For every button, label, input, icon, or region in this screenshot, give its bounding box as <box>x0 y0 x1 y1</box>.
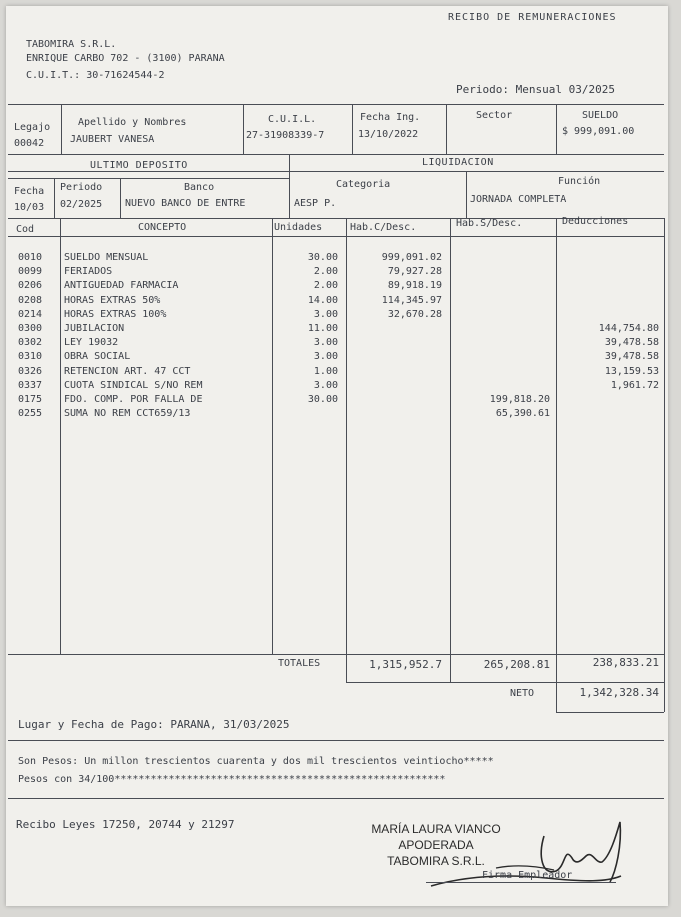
deposit-banco: NUEVO BANCO DE ENTRE <box>125 198 246 209</box>
row-unidades: 30.00 <box>307 394 338 405</box>
deposit-periodo: 02/2025 <box>60 199 103 210</box>
row-hab-c: 32,670.28 <box>387 308 442 320</box>
lugar-fecha-pago: Lugar y Fecha de Pago: PARANA, 31/03/2025 <box>18 718 290 731</box>
deposit-fecha-label: Fecha <box>14 186 45 197</box>
legajo-label: Legajo <box>14 122 51 133</box>
row-deducciones: 13,159.53 <box>604 365 659 377</box>
row-unidades: 1.00 <box>313 365 338 377</box>
row-concepto: FERIADOS <box>64 266 113 278</box>
totals-deducciones: 238,833.21 <box>592 656 659 669</box>
row-concepto: CUOTA SINDICAL S/NO REM <box>64 379 203 391</box>
doc-title: RECIBO DE REMUNERACIONES <box>448 12 617 23</box>
deposit-banco-label: Banco <box>184 182 215 193</box>
row-unidades: 3.00 <box>313 351 338 363</box>
categoria-value: AESP P. <box>294 198 337 209</box>
row-hab-s: 199,818.20 <box>489 394 550 405</box>
row-cod: 0099 <box>18 266 43 278</box>
fecha-ing-value: 13/10/2022 <box>358 129 419 140</box>
row-hab-c: 79,927.28 <box>387 266 442 278</box>
row-unidades: 30.00 <box>307 252 338 263</box>
stamp-company: TABOMIRA S.R.L. <box>387 854 485 868</box>
row-concepto: JUBILACION <box>64 323 125 334</box>
col-cod: Cod <box>16 224 35 235</box>
row-unidades: 3.00 <box>313 379 338 391</box>
son-pesos-line2: Pesos con 34/100******************************************************* <box>18 774 446 785</box>
row-cod: 0337 <box>18 379 43 391</box>
deposit-title: ULTIMO DEPOSITO <box>90 160 188 171</box>
row-unidades: 3.00 <box>313 308 338 320</box>
sueldo-label: SUELDO <box>582 110 619 121</box>
row-concepto: HORAS EXTRAS 100% <box>64 308 167 320</box>
row-cod: 0302 <box>18 337 43 349</box>
row-concepto: LEY 19032 <box>64 337 119 349</box>
row-concepto: ANTIGÜEDAD FARMACIA <box>64 280 179 292</box>
neto-label: NETO <box>510 688 535 699</box>
row-deducciones: 144,754.80 <box>598 323 659 334</box>
payslip-paper <box>6 6 668 906</box>
col-concepto: CONCEPTO <box>138 222 187 233</box>
col-hab-s: Hab.S/Desc. <box>456 218 523 229</box>
row-unidades: 2.00 <box>313 280 338 292</box>
period: Periodo: Mensual 03/2025 <box>456 83 615 96</box>
row-deducciones: 39,478.58 <box>604 351 659 363</box>
recibo-leyes: Recibo Leyes 17250, 20744 y 21297 <box>16 818 235 831</box>
cuil-label: C.U.I.L. <box>268 114 317 125</box>
col-unidades: Unidades <box>274 222 323 233</box>
totals-label: TOTALES <box>278 658 321 669</box>
totals-hab-s: 265,208.81 <box>483 658 550 671</box>
deposit-periodo-label: Periodo <box>60 182 103 193</box>
stamp-name: MARÍA LAURA VIANCO <box>371 822 501 836</box>
row-concepto: SUMA NO REM CCT659/13 <box>64 408 191 420</box>
row-unidades: 2.00 <box>313 266 338 278</box>
sector-label: Sector <box>476 110 513 121</box>
employer-address: ENRIQUE CARBO 702 - (3100) PARANA <box>26 53 225 64</box>
row-cod: 0255 <box>18 408 43 420</box>
row-cod: 0300 <box>18 323 43 334</box>
categoria-label: Categoria <box>336 179 391 190</box>
employee-name: JAUBERT VANESA <box>70 134 155 145</box>
row-cod: 0326 <box>18 365 43 377</box>
legajo-value: 00042 <box>14 138 45 149</box>
row-cod: 0214 <box>18 308 43 320</box>
row-cod: 0310 <box>18 351 43 363</box>
sueldo-value: $ 999,091.00 <box>562 126 635 137</box>
row-unidades: 14.00 <box>307 294 338 306</box>
row-hab-c: 89,918.19 <box>387 280 442 292</box>
row-unidades: 11.00 <box>307 323 338 334</box>
neto-value: 1,342,328.34 <box>579 686 659 699</box>
row-cod: 0208 <box>18 294 43 306</box>
name-label: Apellido y Nombres <box>78 117 187 128</box>
row-concepto: OBRA SOCIAL <box>64 351 131 363</box>
firma-empleador-label: Firma Empleador <box>482 870 573 881</box>
row-cod: 0010 <box>18 252 43 263</box>
cuil-value: 27-31908339-7 <box>246 130 325 141</box>
funcion-value: JORNADA COMPLETA <box>470 194 567 205</box>
fecha-ing-label: Fecha Ing. <box>360 112 421 123</box>
stamp-role: APODERADA <box>398 838 474 852</box>
col-hab-c: Hab.C/Desc. <box>350 222 417 233</box>
row-cod: 0175 <box>18 394 43 405</box>
row-hab-c: 999,091.02 <box>381 252 442 263</box>
funcion-label: Función <box>558 176 601 187</box>
row-hab-s: 65,390.61 <box>495 408 550 420</box>
row-concepto: RETENCION ART. 47 CCT <box>64 365 191 377</box>
row-deducciones: 39,478.58 <box>604 337 659 349</box>
deposit-fecha: 10/03 <box>14 202 45 213</box>
signature-scribble-icon <box>426 816 626 896</box>
row-concepto: SUELDO MENSUAL <box>64 252 149 263</box>
row-cod: 0206 <box>18 280 43 292</box>
son-pesos-line1: Son Pesos: Un millon trescientos cuarenta y dos mil trescientos veintiocho***** <box>18 756 494 767</box>
row-hab-c: 114,345.97 <box>381 294 442 306</box>
col-deducciones: Deducciones <box>562 216 629 227</box>
row-concepto: HORAS EXTRAS 50% <box>64 294 161 306</box>
row-deducciones: 1,961.72 <box>610 379 659 391</box>
employer-name: TABOMIRA S.R.L. <box>26 39 117 50</box>
liquidacion-title: LIQUIDACION <box>422 157 494 168</box>
row-concepto: FDO. COMP. POR FALLA DE <box>64 394 203 405</box>
employer-cuit: C.U.I.T.: 30-71624544-2 <box>26 70 165 81</box>
row-unidades: 3.00 <box>313 337 338 349</box>
totals-hab-c: 1,315,952.7 <box>369 658 442 671</box>
